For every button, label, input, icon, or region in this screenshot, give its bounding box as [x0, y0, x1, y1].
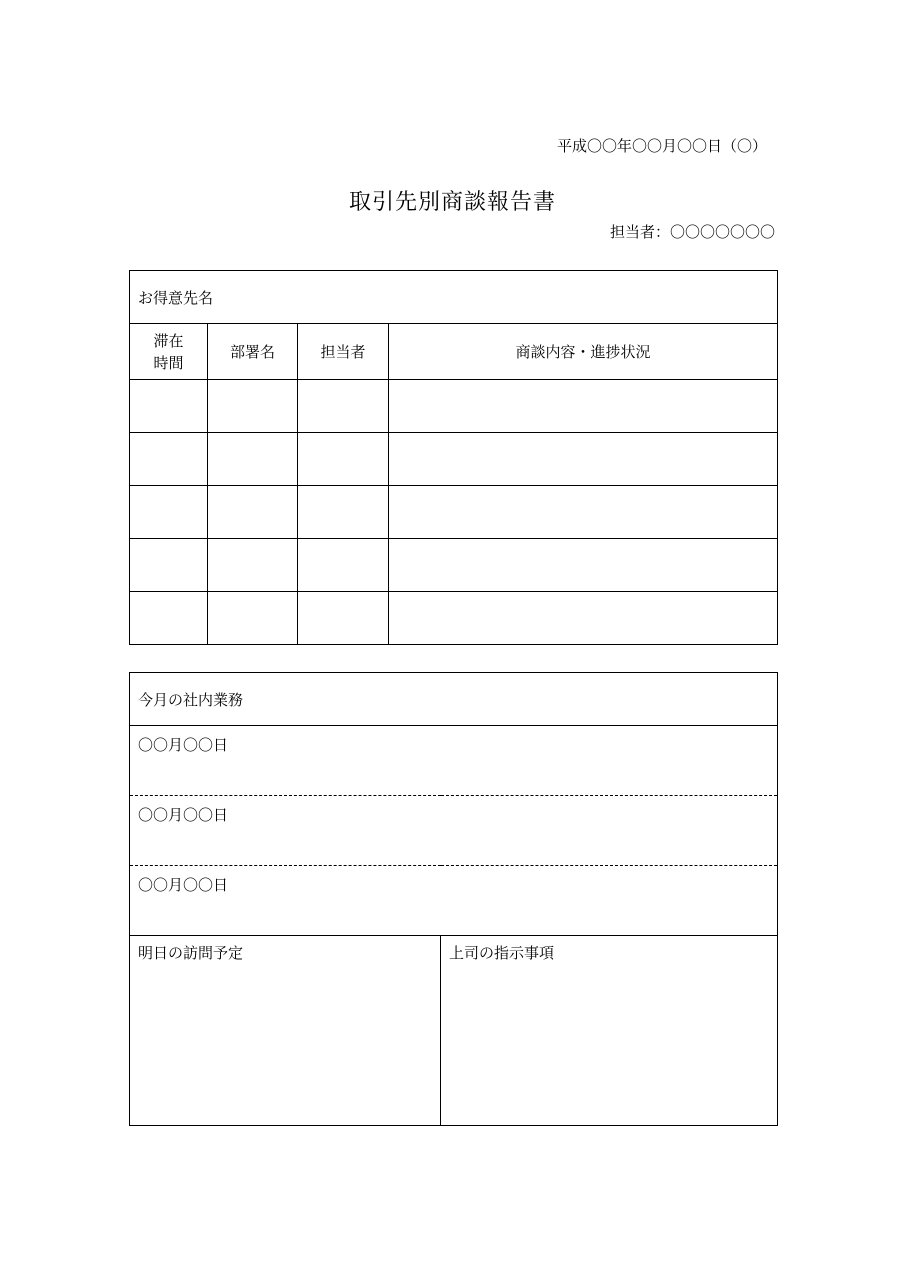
work-title: 今月の社内業務 [130, 673, 778, 726]
content-cell[interactable] [389, 380, 778, 433]
report-date: 平成〇〇年〇〇月〇〇日（〇） [556, 137, 767, 155]
department-cell[interactable] [208, 433, 298, 486]
work-entry[interactable]: 〇〇月〇〇日 [130, 796, 778, 866]
contact-cell[interactable] [298, 592, 389, 645]
department-cell[interactable] [208, 380, 298, 433]
contact-cell[interactable] [298, 380, 389, 433]
work-title-row [130, 673, 778, 726]
stay-time-cell[interactable] [130, 486, 208, 539]
client-name-row [130, 271, 778, 324]
table-header-row [130, 324, 778, 380]
content-cell[interactable] [389, 592, 778, 645]
content-cell[interactable] [389, 486, 778, 539]
work-table [129, 672, 778, 1126]
stay-time-header [130, 324, 208, 380]
contact-cell[interactable] [298, 539, 389, 592]
work-entry[interactable]: 〇〇月〇〇日 [130, 726, 778, 796]
content-cell[interactable] [389, 433, 778, 486]
table-row [130, 433, 778, 486]
content-cell[interactable] [389, 539, 778, 592]
boss-instruction-field[interactable]: 上司の指示事項 [441, 936, 778, 1126]
stay-time-header-line2: 時間 [153, 353, 184, 372]
stay-time-header-line1: 滞在 [153, 331, 184, 350]
client-name-label[interactable]: お得意先名 [130, 271, 778, 324]
table-row [130, 486, 778, 539]
table-row [130, 380, 778, 433]
department-cell[interactable] [208, 486, 298, 539]
stay-time-cell[interactable] [130, 592, 208, 645]
work-entry-row [130, 796, 778, 866]
contact-header: 担当者 [298, 324, 389, 380]
work-entry-row [130, 726, 778, 796]
stay-time-cell[interactable] [130, 433, 208, 486]
contact-cell[interactable] [298, 433, 389, 486]
next-visit-field[interactable]: 明日の訪問予定 [130, 936, 441, 1126]
meeting-table [129, 270, 778, 645]
stay-time-cell[interactable] [130, 539, 208, 592]
stay-time-cell[interactable] [130, 380, 208, 433]
page-title: 取引先別商談報告書 [348, 190, 556, 215]
contact-cell[interactable] [298, 486, 389, 539]
work-entry-row [130, 866, 778, 936]
work-entry[interactable]: 〇〇月〇〇日 [130, 866, 778, 936]
department-cell[interactable] [208, 539, 298, 592]
department-header: 部署名 [208, 324, 298, 380]
department-cell[interactable] [208, 592, 298, 645]
table-row [130, 592, 778, 645]
table-row [130, 539, 778, 592]
bottom-row [130, 936, 778, 1126]
person-in-charge: 担当者：〇〇〇〇〇〇〇 [609, 223, 775, 241]
content-header: 商談内容・進捗状況 [389, 324, 778, 380]
